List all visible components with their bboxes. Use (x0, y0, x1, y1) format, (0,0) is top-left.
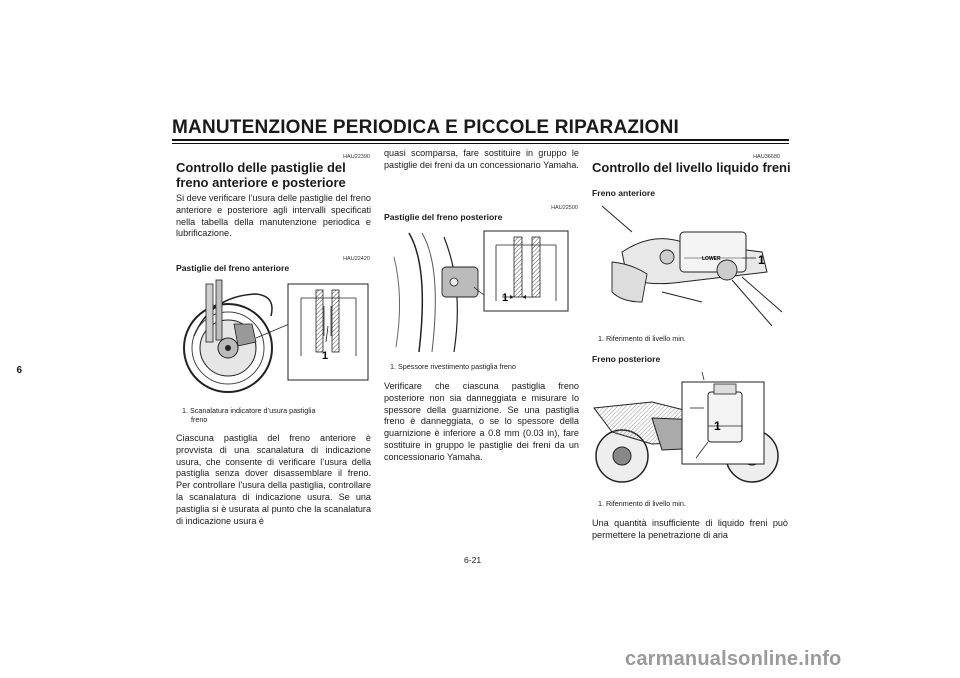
subheading-rear-pads: Pastiglie del freno posteriore (384, 212, 503, 222)
brake-pad (332, 290, 339, 352)
page-header-title: MANUTENZIONE PERIODICA E PICCOLE RIPARAZIONI (172, 117, 680, 138)
chapter-number: 6 (16, 365, 22, 376)
figure-callout: 1 (322, 350, 329, 362)
caliper (234, 324, 256, 346)
lower-mark: LOWER (702, 256, 721, 262)
figure-callout: 1 (758, 253, 765, 267)
section-heading-brake-fluid: Controllo del livello liquido freni (592, 160, 791, 175)
watermark: carmanualsonline.info (625, 648, 842, 670)
brake-pad (514, 237, 522, 297)
front-pads-paragraph: Ciascuna pastiglia del freno anteriore è provvista di una scanalatura di indicazione usura, che consente di verificare l’usura della pastiglia senza dover disassemblare il freno. Per controllare l’usura della pastiglia, controllare la scanalatura di indicazione usura. Se una pastiglia si è usurata al punto che la scanalatura di indicazione usura è (176, 433, 371, 526)
caption-line: 1. Scanalatura indicatore d’usura pastiglia (182, 406, 316, 415)
axle (225, 345, 231, 351)
brake-pad (316, 290, 323, 352)
header-rule (172, 139, 789, 141)
subsection-code: HAU22500 (551, 205, 578, 211)
fluid-paragraph: Una quantità insufficiente di liquido freni può permettere la penetrazione di aria (592, 518, 788, 540)
subheading-front-brake: Freno anteriore (592, 188, 656, 198)
front-brake-figure (176, 276, 372, 400)
brake-pad (532, 237, 540, 297)
section-code: HAU36680 (753, 154, 780, 160)
chapter-tab (0, 365, 24, 381)
front-fluid-figure (592, 202, 788, 326)
page-number: 6-21 (464, 555, 482, 565)
rear-fluid-figure (592, 368, 788, 490)
figure-callout: 1 (502, 292, 509, 304)
section-code: HAU22390 (343, 154, 370, 160)
subsection-code: HAU22420 (343, 256, 370, 262)
section-heading-brake-pads: Controllo delle pastiglie del freno anteriore e posteriore (176, 160, 346, 190)
caliper (442, 267, 478, 297)
caption-line: freno (191, 415, 208, 425)
fork-leg (206, 284, 213, 342)
intro-paragraph: Si deve verificare l’usura delle pastiglie del freno anteriore e posteriore agli intervalli specificati nella tabella della manutenzione periodica e lubrificazione. (176, 193, 371, 239)
rear-brake-figure (384, 227, 580, 355)
reservoir (708, 392, 742, 442)
figure-callout: 1 (714, 419, 721, 433)
caption-front-fluid: 1. Riferimento di livello min. (598, 334, 686, 343)
continuation-paragraph: quasi scomparsa, fare sostituire in gruppo le pastiglie dei freni da un concessionario Yamaha. (384, 148, 579, 170)
caption-rear-fluid: 1. Riferimento di livello min. (598, 499, 686, 508)
subheading-front-pads: Pastiglie del freno anteriore (176, 263, 290, 273)
header-rule-thin (172, 143, 789, 144)
fork-leg (216, 280, 222, 340)
caption-front-pads (182, 406, 372, 425)
subheading-rear-brake: Freno posteriore (592, 354, 661, 364)
rear-pads-paragraph: Verificare che ciascuna pastiglia freno posteriore non sia danneggiata e misurare lo spessore della guarnizione. Se una pastiglia freno è danneggiata, o se lo spessore della guarnizione è inferiore a 0.8 mm (0.03 in), fare sostituire in gruppo le pastiglie dei freni da un concessionario Yamaha. (384, 381, 579, 462)
caption-rear-pads: 1. Spessore rivestimento pastiglia freno (390, 362, 516, 371)
